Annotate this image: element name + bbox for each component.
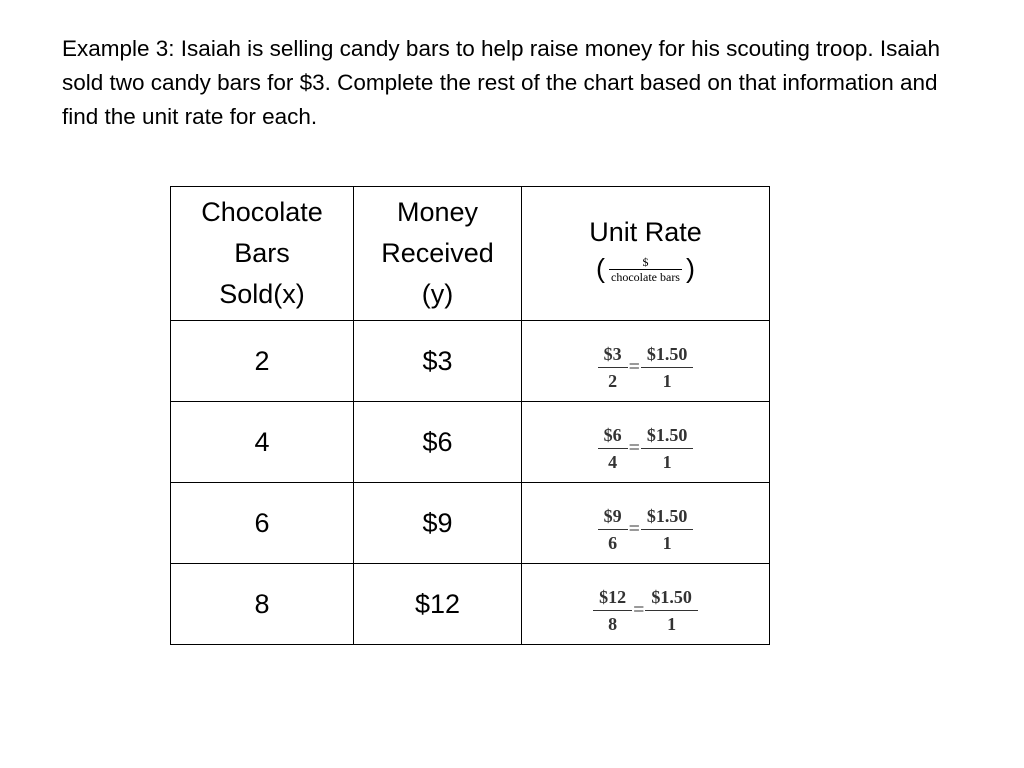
rate-denominator: 4 xyxy=(598,448,628,473)
money-cell: $12 xyxy=(354,564,522,645)
header-bars-line-1: Chocolate xyxy=(201,197,323,227)
header-money-line-2: Received xyxy=(381,238,494,268)
unit-denominator: 1 xyxy=(641,448,694,473)
unit-rate-denominator: chocolate bars xyxy=(611,269,680,284)
table-row xyxy=(171,564,770,645)
unit-fraction xyxy=(644,505,691,554)
bars-cell: 8 xyxy=(171,564,354,645)
money-cell: $6 xyxy=(354,402,522,483)
unit-denominator: 1 xyxy=(641,529,694,554)
table-row xyxy=(171,483,770,564)
table-row xyxy=(171,321,770,402)
unit-denominator: 1 xyxy=(645,610,698,635)
rate-denominator: 8 xyxy=(593,610,632,635)
rate-fraction xyxy=(601,343,625,392)
money-cell: $3 xyxy=(354,321,522,402)
header-unit-rate xyxy=(522,187,770,321)
header-bars-sold xyxy=(171,187,354,321)
unit-rate-fraction xyxy=(609,255,682,284)
header-money-received xyxy=(354,187,522,321)
rate-cell xyxy=(522,402,770,483)
equals-sign: = xyxy=(628,517,640,540)
table-header-row xyxy=(171,187,770,321)
unit-numerator: $1.50 xyxy=(646,343,688,364)
rate-cell xyxy=(522,321,770,402)
open-paren: ( xyxy=(596,253,606,284)
rate-cell xyxy=(522,483,770,564)
bars-cell: 6 xyxy=(171,483,354,564)
rate-numerator: $9 xyxy=(603,505,622,526)
header-bars-line-3: Sold(x) xyxy=(219,279,305,309)
header-money-line-3: (y) xyxy=(421,279,454,309)
header-bars-line-2: Bars xyxy=(234,238,290,268)
header-money-line-1: Money xyxy=(396,197,479,227)
rate-fraction xyxy=(596,586,629,635)
bars-cell: 2 xyxy=(171,321,354,402)
bars-cell: 4 xyxy=(171,402,354,483)
rate-numerator: $3 xyxy=(603,343,622,364)
problem-statement: Example 3: Isaiah is selling candy bars to help raise money for his scouting troop. Isaiah sold two candy bars for $3. Complete the rest of the chart based on that information and find the unit rate for each. xyxy=(62,36,940,129)
equals-sign: = xyxy=(628,355,640,378)
unit-numerator: $1.50 xyxy=(646,505,688,526)
rate-equation xyxy=(601,505,691,554)
rate-numerator: $6 xyxy=(603,424,622,445)
unit-numerator: $1.50 xyxy=(646,424,688,445)
close-paren: ) xyxy=(685,253,695,284)
rate-denominator: 2 xyxy=(598,367,628,392)
equals-sign: = xyxy=(628,436,640,459)
rate-denominator: 6 xyxy=(598,529,628,554)
unit-rate-title: Unit Rate xyxy=(589,217,702,248)
unit-rate-numerator: $ xyxy=(642,254,649,269)
unit-fraction xyxy=(648,586,695,635)
table-row xyxy=(171,402,770,483)
rate-cell xyxy=(522,564,770,645)
equals-sign: = xyxy=(633,598,645,621)
rate-equation xyxy=(596,586,695,635)
rate-table xyxy=(170,186,770,645)
unit-fraction xyxy=(644,424,691,473)
rate-fraction xyxy=(601,424,625,473)
unit-denominator: 1 xyxy=(641,367,694,392)
rate-numerator: $12 xyxy=(599,586,627,607)
rate-fraction xyxy=(601,505,625,554)
rate-equation xyxy=(601,343,691,392)
money-cell: $9 xyxy=(354,483,522,564)
rate-equation xyxy=(601,424,691,473)
unit-numerator: $1.50 xyxy=(651,586,692,607)
unit-fraction xyxy=(644,343,691,392)
